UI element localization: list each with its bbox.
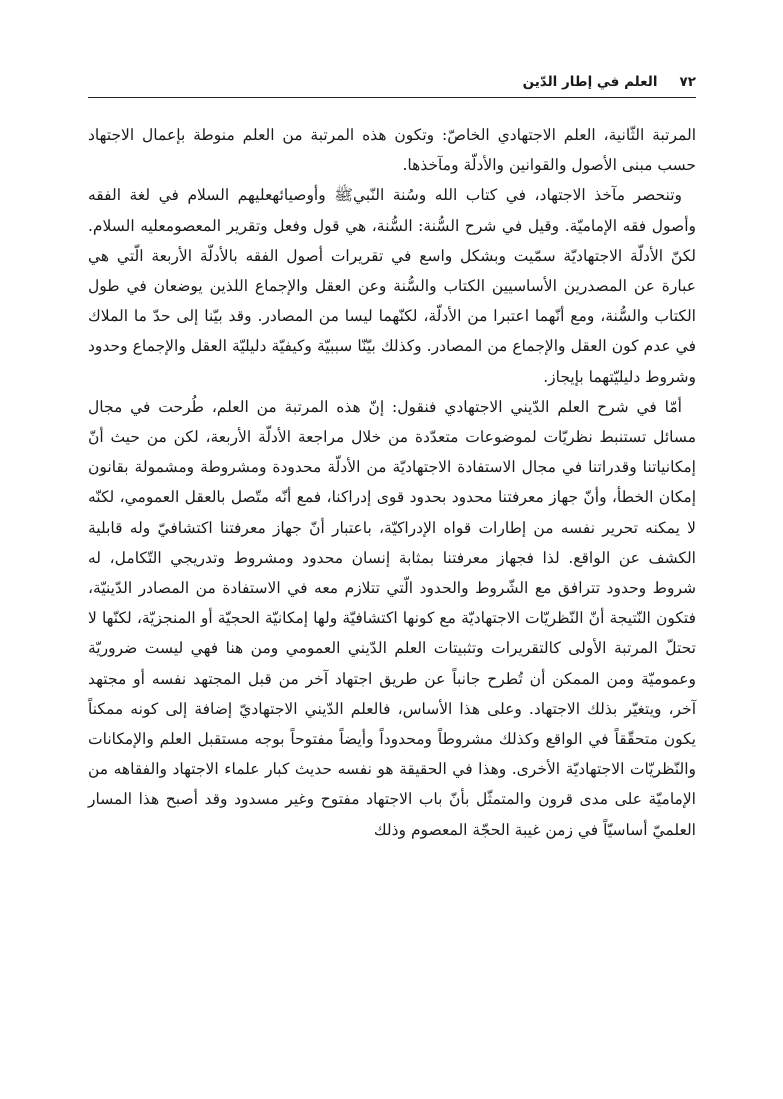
paragraph: أمّا في شرح العلم الدّيني الاجتهادي فنقول: إنّ هذه المرتبة من العلم، طُرحت في مجال مسائل تستنبط نظريّات لموضوعات متعدّدة من خلال مراجعة الأدلّة الأربعة، لكن من حيث أنّ إمكانياتنا وقدراتنا في مجال الاستفادة الاجتهاديّة من الأدلّة محدودة ومشروطة ومشمولة بقانون إمكان الخطأ، وأنّ جهاز معرفتنا محدود بحدود قوى إدراكنا، فمع أنّه متّصل بالعقل العمومي، لكنّه لا يمكنه تحرير نفسه من إطارات قواه الإدراكيّة، باعتبار أنّ جهاز معرفتنا اكتشافيّ وله قابلية الكشف عن الواقع. لذا فجهاز معرفتنا بمثابة إنسان محدود ومشروط وتدريجي التّكامل، له شروط وحدود تترافق مع الشّروط والحدود الّتي تتلازم معه في الاستفادة من المصادر الدّينيّة، فتكون النّتيجة أنّ النّظريّات الاجتهاديّة مع كونها اكتشافيّة ولها إمكانيّة الحجيّة أو المنجزيّة، لكنّها لا تحتلّ المرتبة الأولى كالتقريرات وتثبيتات العلم الدّيني العمومي ومن هنا فهي ليست ضروريّة وعموميّة ومن الممكن أن تُطرح جانباً عن طريق اجتهاد آخر من قبل المجتهد نفسه أو مجتهد آخر، ويتغيّر بذلك الاجتهاد. وعلى هذا الأساس، فالعلم الدّيني الاجتهاديّ إضافة إلى كونه ممكناً يكون متحقّقاً في الواقع وكذلك مشروطاً ومحدوداً وأيضاً مفتوحاً بوجه مستقبل العلم والإمكانات والنّظريّات الاجتهاديّة الأخرى. وهذا في الحقيقة هو نفسه حديث كبار علماء الاجتهاد والفقاهه من الإماميّة على مدى قرون والمتمثّل بأنّ باب الاجتهاد مفتوح وغير مسدود وقد أصبح هذا المسار العلميّ أساسيّاً في زمن غيبة الحجّة المعصوم وذلك — [88, 397, 696, 839]
paragraph: وتنحصر مآخذ الاجتهاد، في كتاب الله وسُنة النّبيﷺ وأوصيائهعليهم السلام في لغة الفقه وأصول فقه الإماميّة. وقيل في شرح السُّنة: السُّنة، هي قول وفعل وتقرير المعصومعليه السلام. لكنّ الأدلّة الاجتهاديّة سمّيت وبشكل واسع في تقريرات أصول الفقه بالأدلّة الأربعة الّتي هي عبارة عن المصدرين الأساسيين الكتاب والسُّنة وعن العقل والإجماع اللذين يوضعان في طول الكتاب والسُّنة، ومع أنّهما اعتبرا من الأدلّة، لكنّهما ليسا من المصادر. وقد بيّنا إلى حدّ ما الملاك في عدم كون العقل والإجماع من المصادر. وكذلك بيّنّا سببيّة وكيفيّة دليليّة العقل والإجماع وحدود وشروط دليليّتهما بإيجاز. — [88, 186, 696, 386]
running-header — [88, 72, 696, 92]
paragraph: المرتبة الثّانية، العلم الاجتهادي الخاصّ: وتكون هذه المرتبة من العلم منوطة بإعمال الاجتهاد حسب مبنى الأصول والقوانين والأدلّة ومآخذها. — [88, 126, 696, 175]
running-title: العلم في إطار الدّين — [522, 74, 658, 90]
header-rule — [88, 97, 696, 98]
body-text — [88, 120, 696, 845]
book-page — [88, 72, 696, 845]
page-number: ٧٢ — [679, 74, 696, 90]
